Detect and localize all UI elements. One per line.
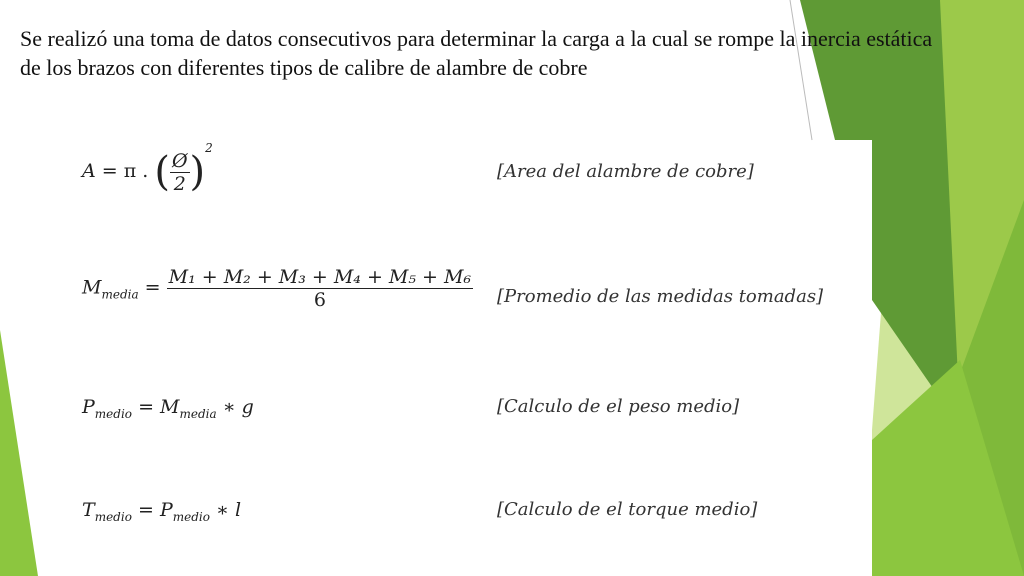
mean-mass-denominator: 6 bbox=[167, 288, 473, 311]
deco-shape-left bbox=[0, 330, 38, 576]
area-fraction bbox=[170, 150, 190, 195]
area-numerator: Ø bbox=[171, 149, 188, 172]
mean-weight-lhs-sub: medio bbox=[94, 406, 133, 421]
mean-torque-description: [Calculo de el torque medio] bbox=[497, 499, 758, 520]
mean-torque-formula: $T_{medio} = P_{medio}$ ∗ l bbox=[82, 499, 242, 524]
area-lhs: A bbox=[82, 160, 96, 182]
mean-weight-lhs: P bbox=[82, 396, 95, 418]
mean-torque-rhs: P bbox=[159, 499, 173, 521]
area-denominator: 2 bbox=[170, 172, 190, 195]
mean-weight-factor: ∗ g bbox=[222, 396, 254, 418]
mean-mass-numerator: M₁ + M₂ + M₃ + M₄ + M₅ + M₆ bbox=[168, 266, 472, 288]
mean-torque-lhs-sub: medio bbox=[94, 509, 132, 524]
mean-torque-factor: ∗ l bbox=[216, 499, 242, 521]
area-formula: A = π . ( $\frac{Ø}{2}$ )$^2$ bbox=[82, 140, 213, 195]
mean-weight-description: [Calculo de el peso medio] bbox=[497, 396, 740, 417]
formula-panel bbox=[72, 141, 872, 576]
area-description: [Area del alambre de cobre] bbox=[497, 161, 754, 182]
mean-weight-rhs-sub: media bbox=[179, 406, 217, 421]
mean-weight-rhs: M bbox=[160, 396, 180, 418]
mean-mass-formula: $M_{media}$ = $\frac{\text{M₁ + M₂ + M₃ + M₄ + M₅ + M₆}}{6}$ bbox=[82, 266, 472, 311]
area-op: = π . bbox=[101, 160, 149, 182]
mean-mass-lhs: M bbox=[82, 276, 102, 299]
mean-mass-fraction bbox=[167, 266, 473, 311]
mean-mass-description: [Promedio de las medidas tomadas] bbox=[497, 286, 824, 307]
mean-weight-formula: $P_{medio} = M_{media}$ ∗ g bbox=[82, 396, 254, 421]
slide-title: Se realizó una toma de datos consecutivos para determinar la carga a la cual se rompe la inercia estática de los brazos con diferentes tipos de calibre de alambre de cobre bbox=[20, 26, 933, 80]
mean-torque-rhs-sub: medio bbox=[172, 509, 210, 524]
mean-mass-lhs-sub: media bbox=[101, 287, 139, 302]
area-exponent: 2 bbox=[205, 140, 213, 155]
mean-torque-lhs: T bbox=[82, 499, 95, 521]
